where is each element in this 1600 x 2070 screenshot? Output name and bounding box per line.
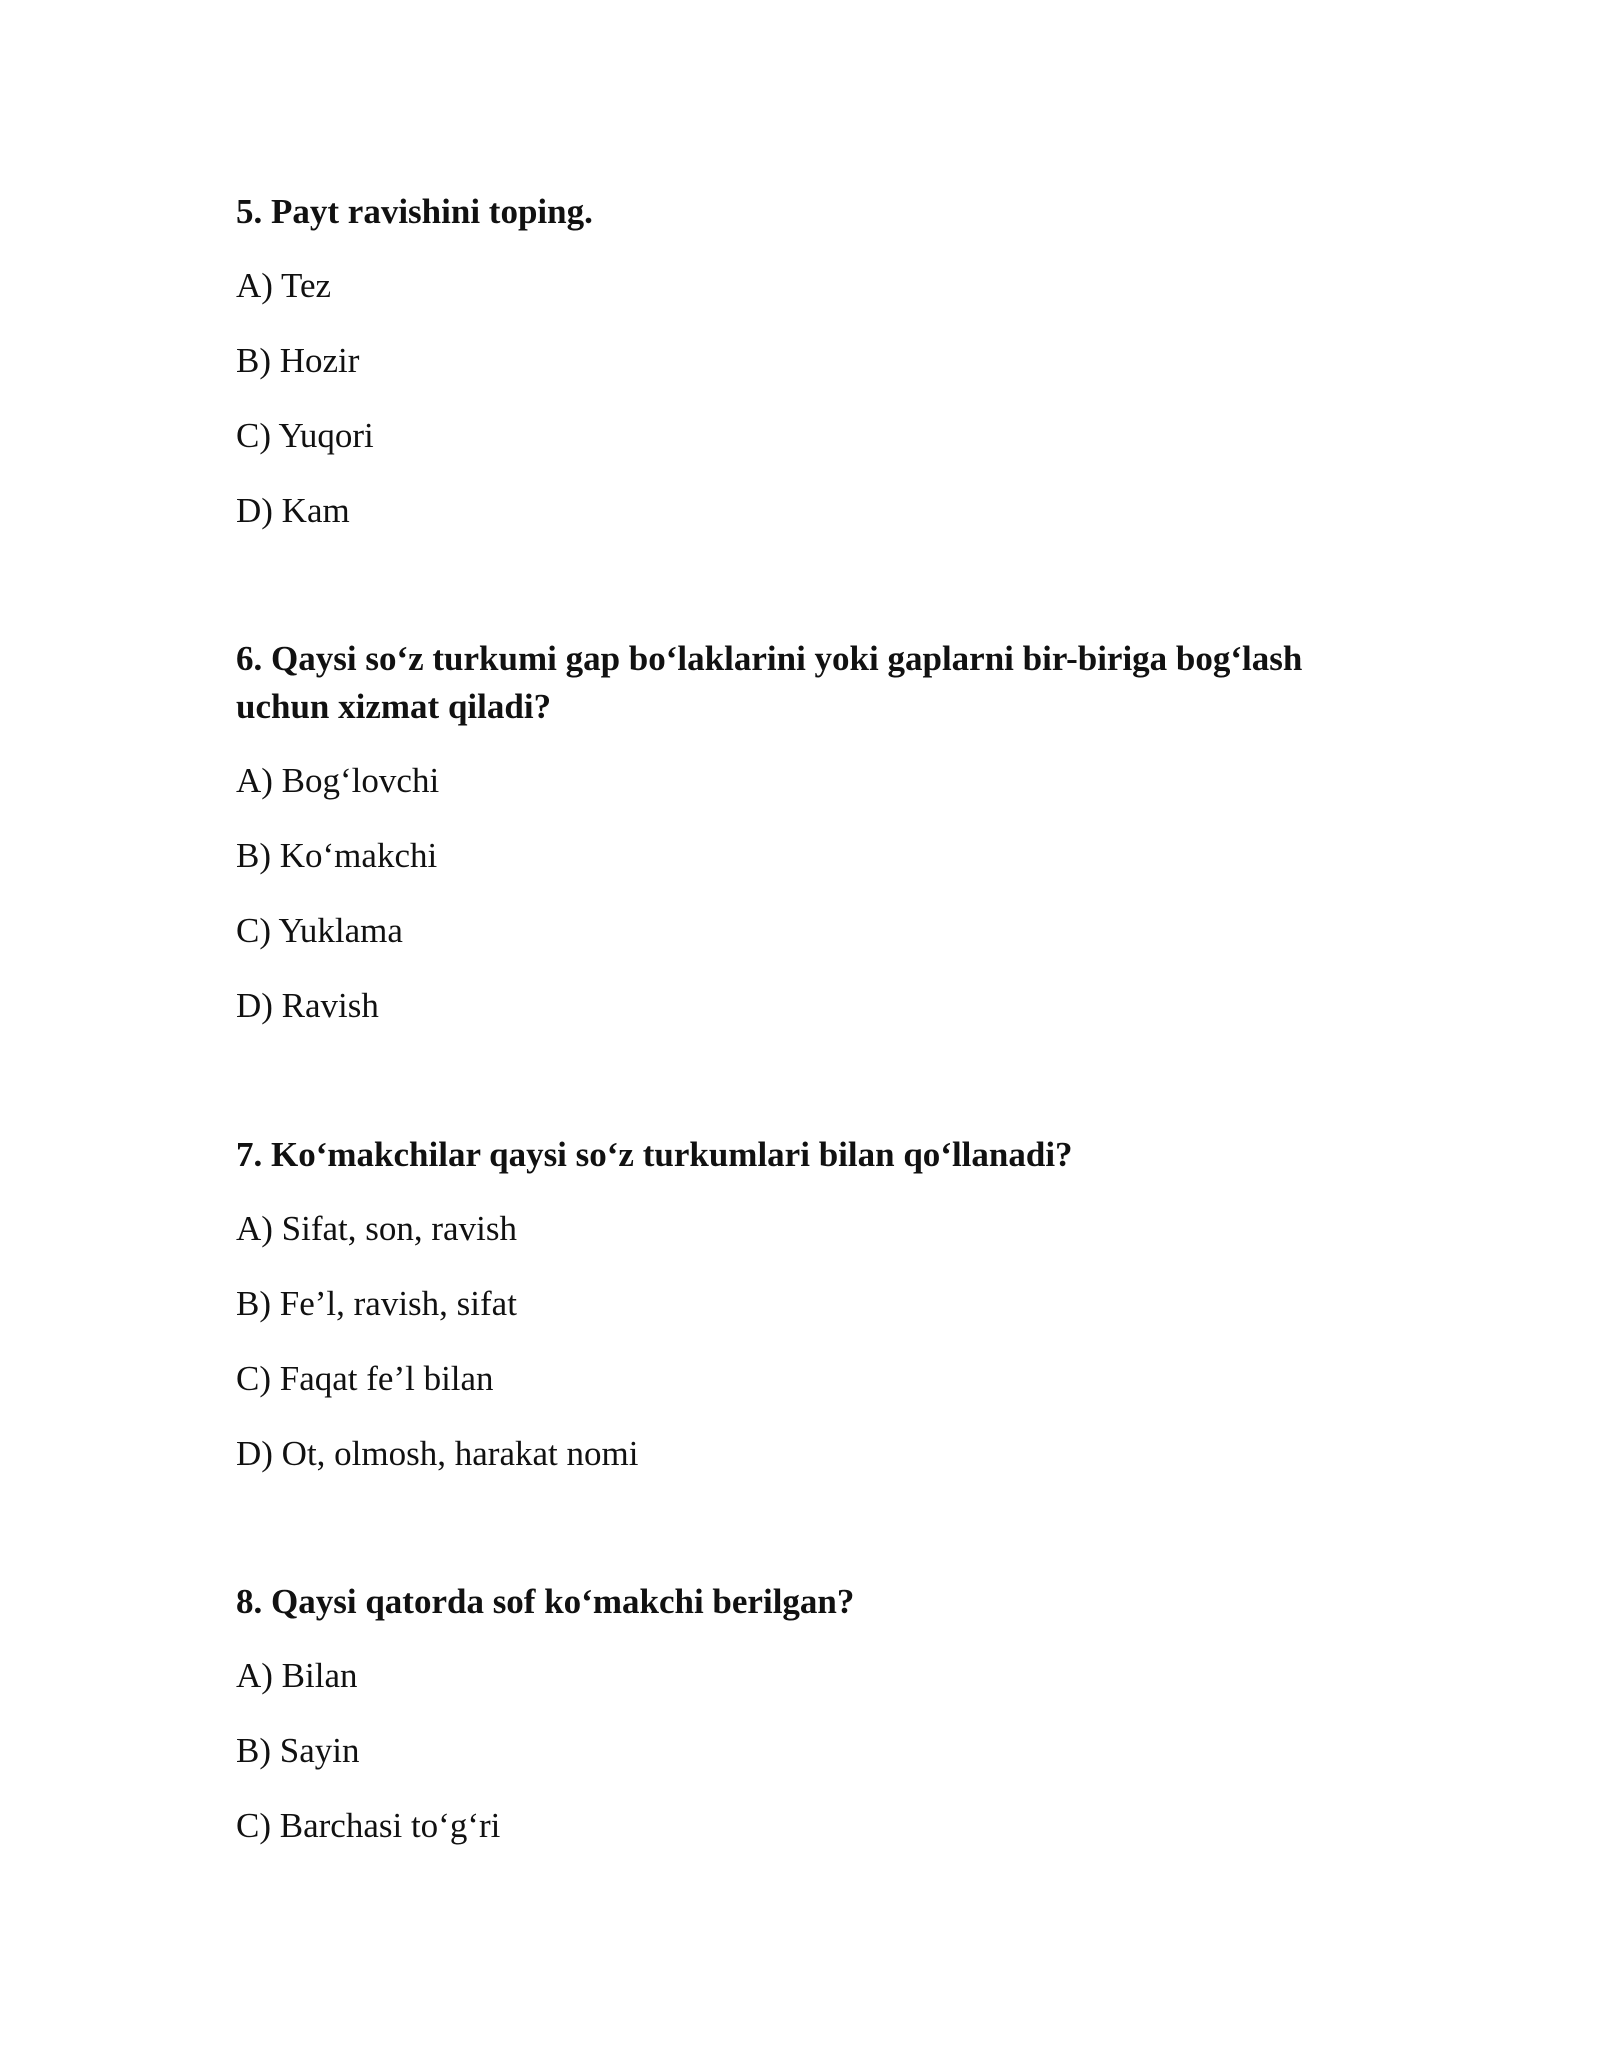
answer-option-c: C) Yuklama <box>236 911 403 950</box>
answer-option-d: D) Ravish <box>236 986 379 1025</box>
question-8 <box>236 1578 1386 1877</box>
question-title: 8. Qaysi qatorda sof ko‘makchi berilgan? <box>236 1582 855 1621</box>
answer-options <box>236 757 1386 1030</box>
question-title: 5. Payt ravishini toping. <box>236 192 593 231</box>
question-5 <box>236 188 1386 562</box>
answer-option-b: B) Ko‘makchi <box>236 836 438 875</box>
question-7 <box>236 1131 1386 1505</box>
answer-options <box>236 262 1386 535</box>
question-title: 7. Ko‘makchilar qaysi so‘z turkumlari bilan qo‘llanadi? <box>236 1135 1073 1174</box>
answer-option-c: C) Barchasi to‘g‘ri <box>236 1806 501 1845</box>
answer-options <box>236 1205 1386 1478</box>
answer-option-d: D) Ot, olmosh, harakat nomi <box>236 1434 639 1473</box>
answer-option-c: C) Yuqori <box>236 416 374 455</box>
answer-option-a: A) Sifat, son, ravish <box>236 1209 517 1248</box>
answer-option-a: A) Tez <box>236 266 332 305</box>
answer-option-a: A) Bilan <box>236 1656 358 1695</box>
question-title: 6. Qaysi so‘z turkumi gap bo‘laklarini yoki gaplarni bir-biriga bog‘lash uchun xizmat qiladi? <box>236 639 1303 726</box>
answer-option-b: B) Fe’l, ravish, sifat <box>236 1284 517 1323</box>
answer-option-b: B) Sayin <box>236 1731 360 1770</box>
answer-options <box>236 1652 1386 1850</box>
question-6 <box>236 635 1386 1057</box>
answer-option-a: A) Bog‘lovchi <box>236 761 440 800</box>
answer-option-d: D) Kam <box>236 491 350 530</box>
answer-option-b: B) Hozir <box>236 341 360 380</box>
answer-option-c: C) Faqat fe’l bilan <box>236 1359 494 1398</box>
